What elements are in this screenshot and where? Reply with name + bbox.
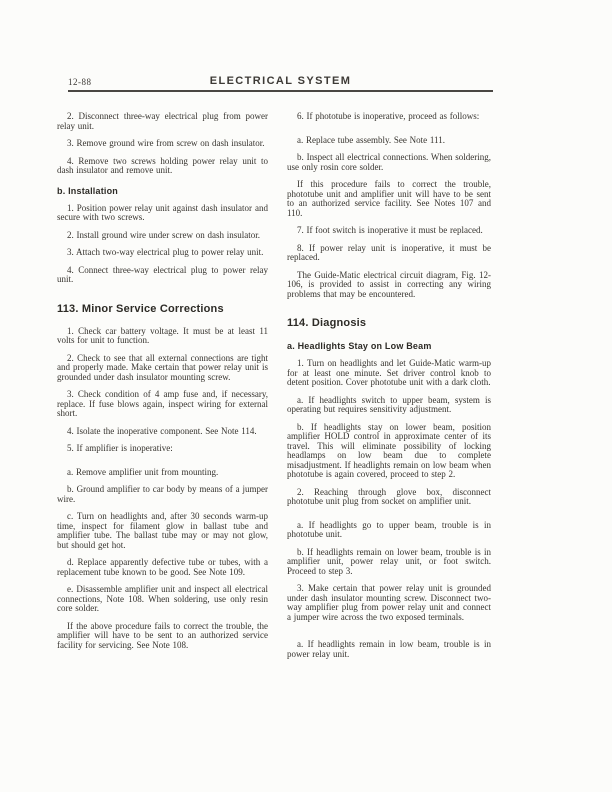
paragraph: 1. Position power relay unit against dash insulator and secure with two screws. [57, 202, 268, 222]
subsection-heading: a. Headlights Stay on Low Beam [287, 341, 432, 351]
paragraph: a. Replace tube assembly. See Note 111. [297, 134, 445, 145]
paragraph: 8. If power relay unit is inoperative, it must be replaced. [287, 242, 491, 262]
paragraph: 3. Make certain that power relay unit is grounded under dash insulator mounting screw. Disconnect two-way amplifier plug from power relay unit and connect a jumper wire across the two exposed terminals. [287, 583, 491, 622]
paragraph: e. Disassemble amplifier unit and inspect all electrical connections, Note 108. When soldering, use only resin core solder. [57, 584, 268, 613]
subsection-heading: b. Installation [57, 185, 119, 196]
paragraph: 5. If amplifier is inoperative: [67, 443, 173, 453]
paragraph: 2. Disconnect three-way electrical plug from power relay unit. [57, 111, 268, 131]
paragraph: 3. Check condition of 4 amp fuse and, if necessary, replace. If fuse blows again, inspect wiring for external short. [57, 389, 268, 418]
paragraph: 2. Check to see that all external connections are tight and properly made. Make certain that power relay unit is grounded under dash insulator mounting screw. [57, 352, 268, 382]
paragraph: 3. Attach two-way electrical plug to power relay unit. [67, 247, 264, 257]
header-rule [68, 90, 493, 92]
paragraph: 4. Connect three-way electrical plug to power relay unit. [57, 264, 268, 284]
paragraph: a. If headlights switch to upper beam, system is operating but requires sensitivity adjustment. [287, 394, 491, 414]
paragraph: 1. Check car battery voltage. It must be at least 11 volts for unit to function. [57, 325, 268, 345]
paragraph: 2. Reaching through glove box, disconnect phototube unit plug from socket on amplifier unit. [287, 486, 491, 506]
paragraph: b. If headlights remain on lower beam, trouble is in amplifier unit, power relay unit, or foot switch. Proceed to step 3. [287, 546, 491, 576]
paragraph: a. If headlights remain in low beam, trouble is in power relay unit. [287, 639, 491, 659]
page-number: 12-88 [68, 77, 92, 87]
paragraph: 2. Install ground wire under screw on dash insulator. [67, 229, 260, 240]
section-heading: 114. Diagnosis [287, 317, 367, 329]
paragraph: If this procedure fails to correct the trouble, phototube unit and amplifier unit will have to be sent to an authorized service facility. See Notes 107 and 110. [287, 179, 491, 218]
paragraph: b. If headlights stay on lower beam, position amplifier HOLD control in approximate center of its travel. This will eliminate possibility of locking headlamps on low beam due to complete misadjustment. If headlights remain on low beam when phototube is again covered, proceed to step 2. [287, 421, 491, 479]
section-heading: 113. Minor Service Corrections [57, 302, 224, 315]
paragraph: 4. Isolate the inoperative component. See Note 114. [67, 425, 257, 436]
paragraph: The Guide-Matic electrical circuit diagram, Fig. 12-106, is provided to assist in correcting any wiring problems that may be encountered. [287, 269, 491, 299]
paragraph: a. If headlights go to upper beam, trouble is in phototube unit. [287, 519, 491, 539]
paragraph: 6. If phototube is inoperative, proceed as follows: [297, 111, 480, 121]
paragraph: 1. Turn on headlights and let Guide-Matic warm-up for at least one minute. Set driver control knob to detent position. Cover phototube unit with a dark cloth. [287, 358, 491, 387]
paragraph: 4. Remove two screws holding power relay unit to dash insulator and remove unit. [57, 155, 268, 175]
right-column [287, 112, 491, 667]
paragraph: 7. If foot switch is inoperative it must be replaced. [297, 225, 483, 235]
paragraph: d. Replace apparently defective tube or tubes, with a replacement tube known to be good. See Note 109. [57, 557, 268, 577]
paragraph: c. Turn on headlights and, after 30 seconds warm-up time, inspect for filament glow in ballast tube and amplifier tube. The ballast tube may or may not glow, but should get hot. [57, 511, 268, 550]
paragraph: If the above procedure fails to correct the trouble, the amplifier will have to be sent to an authorized service facility for servicing. See Note 108. [57, 620, 268, 650]
paragraph: b. Inspect all electrical connections. When soldering, use only rosin core solder. [287, 152, 491, 172]
page-title: ELECTRICAL SYSTEM [209, 75, 352, 87]
paragraph: 3. Remove ground wire from screw on dash insulator. [67, 138, 265, 148]
left-column [57, 112, 268, 667]
paragraph: b. Ground amplifier to car body by means of a jumper wire. [57, 484, 268, 504]
text-columns [57, 112, 491, 667]
paragraph: a. Remove amplifier unit from mounting. [67, 466, 219, 477]
